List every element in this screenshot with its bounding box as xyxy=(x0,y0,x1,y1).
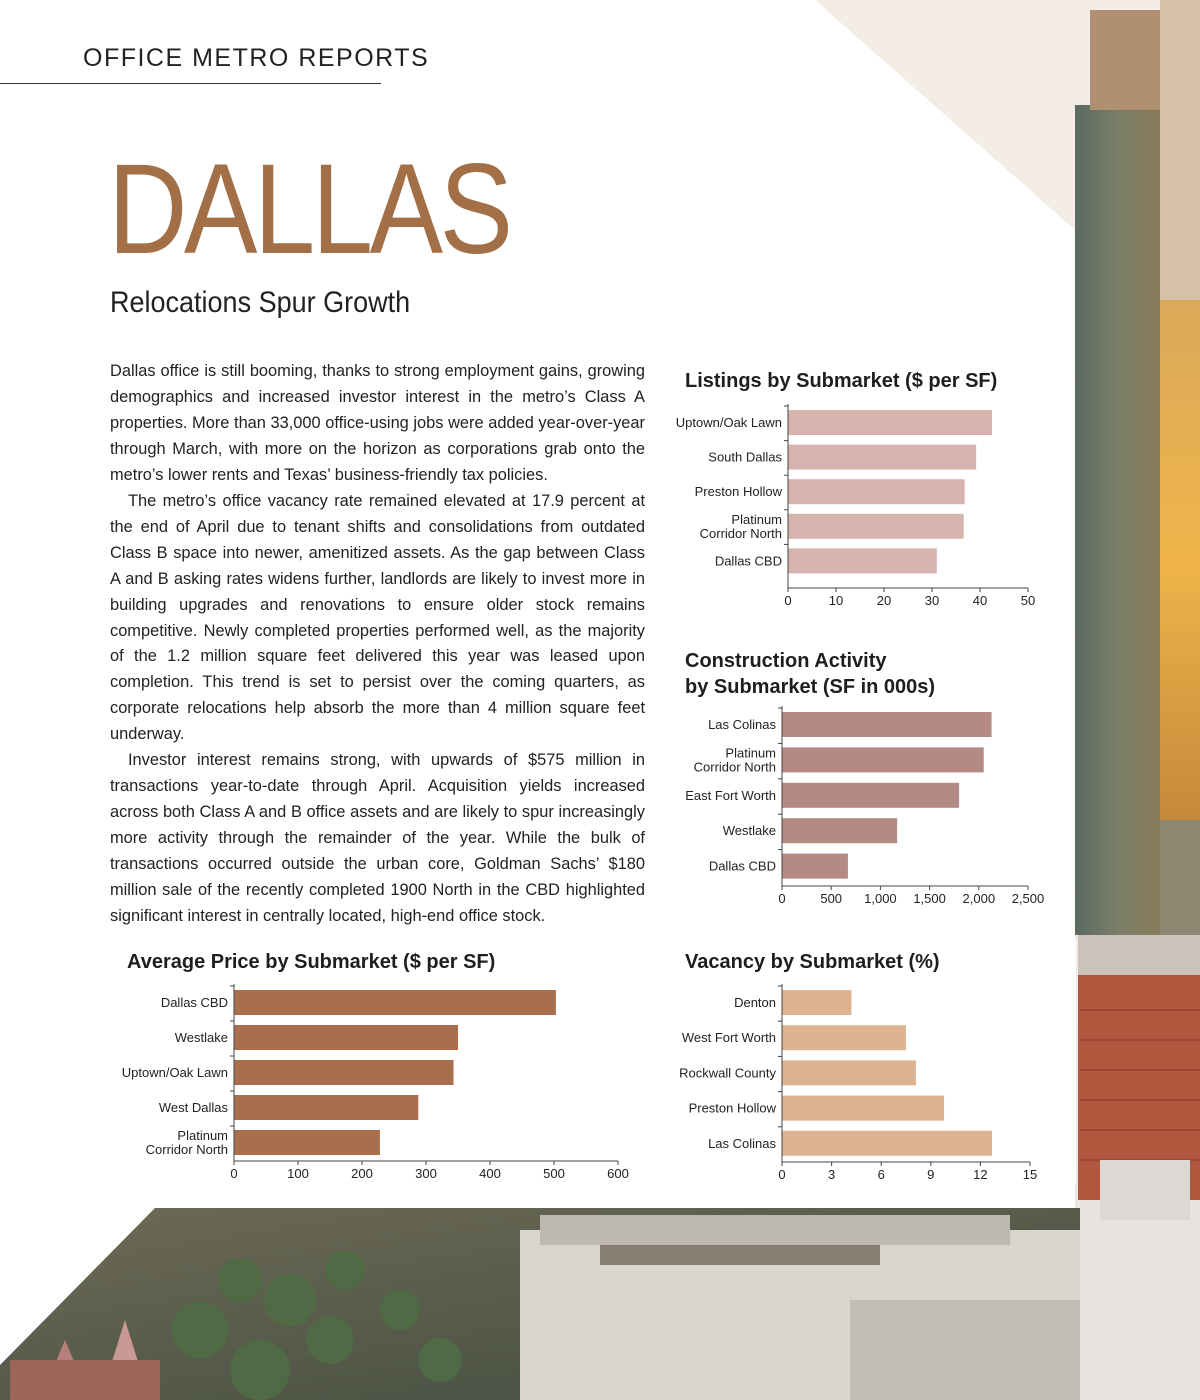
bar xyxy=(782,1025,906,1050)
x-tick-label: 0 xyxy=(778,891,786,906)
bar xyxy=(782,1060,916,1085)
avg-price-chart xyxy=(110,940,646,1185)
article-body xyxy=(110,359,645,930)
category-label: Preston Hollow xyxy=(694,484,782,500)
x-tick-label: 15 xyxy=(1022,1167,1038,1182)
x-tick-label: 0 xyxy=(778,1167,786,1182)
x-tick-label: 6 xyxy=(877,1167,885,1182)
page-title: DALLAS xyxy=(108,138,510,281)
category-label: West Dallas xyxy=(158,1100,228,1115)
category-label: East Fort Worth xyxy=(685,787,776,803)
bar xyxy=(788,514,964,539)
category-label: Las Colinas xyxy=(708,1135,776,1151)
category-label: Las Colinas xyxy=(708,717,776,732)
category-label: Denton xyxy=(734,995,776,1010)
section-divider xyxy=(0,83,381,84)
bar xyxy=(788,410,992,435)
bar xyxy=(782,818,897,843)
avg-price-chart-panel xyxy=(110,940,646,1185)
chart-title: Construction Activity by Submarket (SF in 000s) xyxy=(685,650,936,698)
x-tick-label: 400 xyxy=(479,1166,501,1181)
category-label: Westlake xyxy=(722,823,776,839)
category-label: Platinum Corridor North xyxy=(699,511,782,541)
vacancy-chart xyxy=(674,940,1076,1185)
x-tick-label: 3 xyxy=(827,1167,836,1182)
category-label: Platinum Corridor North xyxy=(145,1128,228,1157)
construction-chart xyxy=(674,638,1050,908)
page-subtitle: Relocations Spur Growth xyxy=(110,286,411,319)
x-tick-label: 0 xyxy=(230,1166,238,1181)
listings-chart xyxy=(674,358,1050,608)
category-label: Uptown/Oak Lawn xyxy=(675,415,782,430)
bar xyxy=(782,854,848,879)
x-tick-label: 600 xyxy=(607,1166,629,1181)
x-tick-label: 1,000 xyxy=(864,891,897,906)
category-label: South Dallas xyxy=(708,449,782,465)
x-tick-label: 50 xyxy=(1020,593,1036,608)
x-tick-label: 10 xyxy=(828,593,844,608)
x-tick-label: 500 xyxy=(543,1166,565,1181)
construction-chart-panel xyxy=(674,638,1050,908)
article-paragraph: The metro’s office vacancy rate remained elevated at 17.9 percent at the end of April due to tenant shifts and consolidations from outdated Class B space into newer, amenitized assets. As the gap between Class A and B asking rates widens further, landlords are likely to invest more in building upgrades and renovations to ensure older stock remains competitive. Newly completed properties performed well, as the majority of the 1.2 million square feet delivered this year was leased upon completion. This trend is set to persist over the coming quarters, as corporate relocations help absorb the more than 4 million square feet underway. xyxy=(110,491,645,744)
x-tick-label: 0 xyxy=(784,593,792,608)
x-tick-label: 2,000 xyxy=(962,891,996,906)
category-label: Dallas CBD xyxy=(160,995,228,1010)
category-label: Uptown/Oak Lawn xyxy=(121,1065,228,1080)
category-label: Rockwall County xyxy=(679,1065,776,1081)
listings-chart-panel xyxy=(674,358,1050,608)
bar xyxy=(782,783,959,808)
bar xyxy=(234,1060,454,1085)
chart-title: Average Price by Submarket ($ per SF) xyxy=(127,951,496,973)
bar xyxy=(234,1130,380,1155)
bar xyxy=(782,1131,992,1156)
category-label: Platinum Corridor North xyxy=(693,745,776,775)
category-label: Dallas CBD xyxy=(714,553,782,569)
bar xyxy=(788,479,965,504)
chart-title: Listings by Submarket ($ per SF) xyxy=(685,370,998,392)
chart-title: Vacancy by Submarket (%) xyxy=(685,951,940,973)
x-tick-label: 100 xyxy=(287,1166,309,1181)
x-tick-label: 40 xyxy=(972,593,988,608)
section-label: OFFICE METRO REPORTS xyxy=(83,44,430,72)
bar xyxy=(234,1095,418,1120)
bar xyxy=(234,990,556,1015)
bar xyxy=(782,747,984,772)
bar xyxy=(234,1025,458,1050)
category-label: Preston Hollow xyxy=(688,1100,776,1116)
article-paragraph: Investor interest remains strong, with upwards of $575 million in transactions year-to-date through April. Acquisition yields increased across both Class A and B office assets and are likely to spur increasingly more activity through the remainder of the year. While the bulk of transactions occurred outside the urban core, Goldman Sachs’ $180 million sale of the recently completed 1900 North in the CBD highlighted significant interest in centrally located, high-end office stock. xyxy=(110,751,645,926)
x-tick-label: 200 xyxy=(351,1166,373,1181)
bar xyxy=(782,712,992,737)
article-paragraph: Dallas office is still booming, thanks to strong employment gains, growing demographics and increased investor interest in the metro’s Class A properties. More than 33,000 office-using jobs were added year-over-year through March, with more on the horizon as corporations grab onto the metro’s lower rents and Texas’ business-friendly tax policies. xyxy=(110,362,645,484)
category-label: Dallas CBD xyxy=(708,858,776,874)
x-tick-label: 12 xyxy=(973,1167,988,1182)
x-tick-label: 30 xyxy=(924,593,940,608)
x-tick-label: 500 xyxy=(820,891,843,906)
category-label: Westlake xyxy=(174,1030,228,1045)
x-tick-label: 9 xyxy=(927,1167,935,1182)
bar xyxy=(782,990,851,1015)
bar xyxy=(788,548,937,573)
x-tick-label: 2,500 xyxy=(1011,891,1045,906)
x-tick-label: 1,500 xyxy=(913,891,946,906)
category-label: West Fort Worth xyxy=(681,1030,776,1046)
x-tick-label: 20 xyxy=(876,593,892,608)
bar xyxy=(782,1096,944,1121)
vacancy-chart-panel xyxy=(674,940,1076,1185)
x-tick-label: 300 xyxy=(415,1166,437,1181)
bar xyxy=(788,445,976,470)
